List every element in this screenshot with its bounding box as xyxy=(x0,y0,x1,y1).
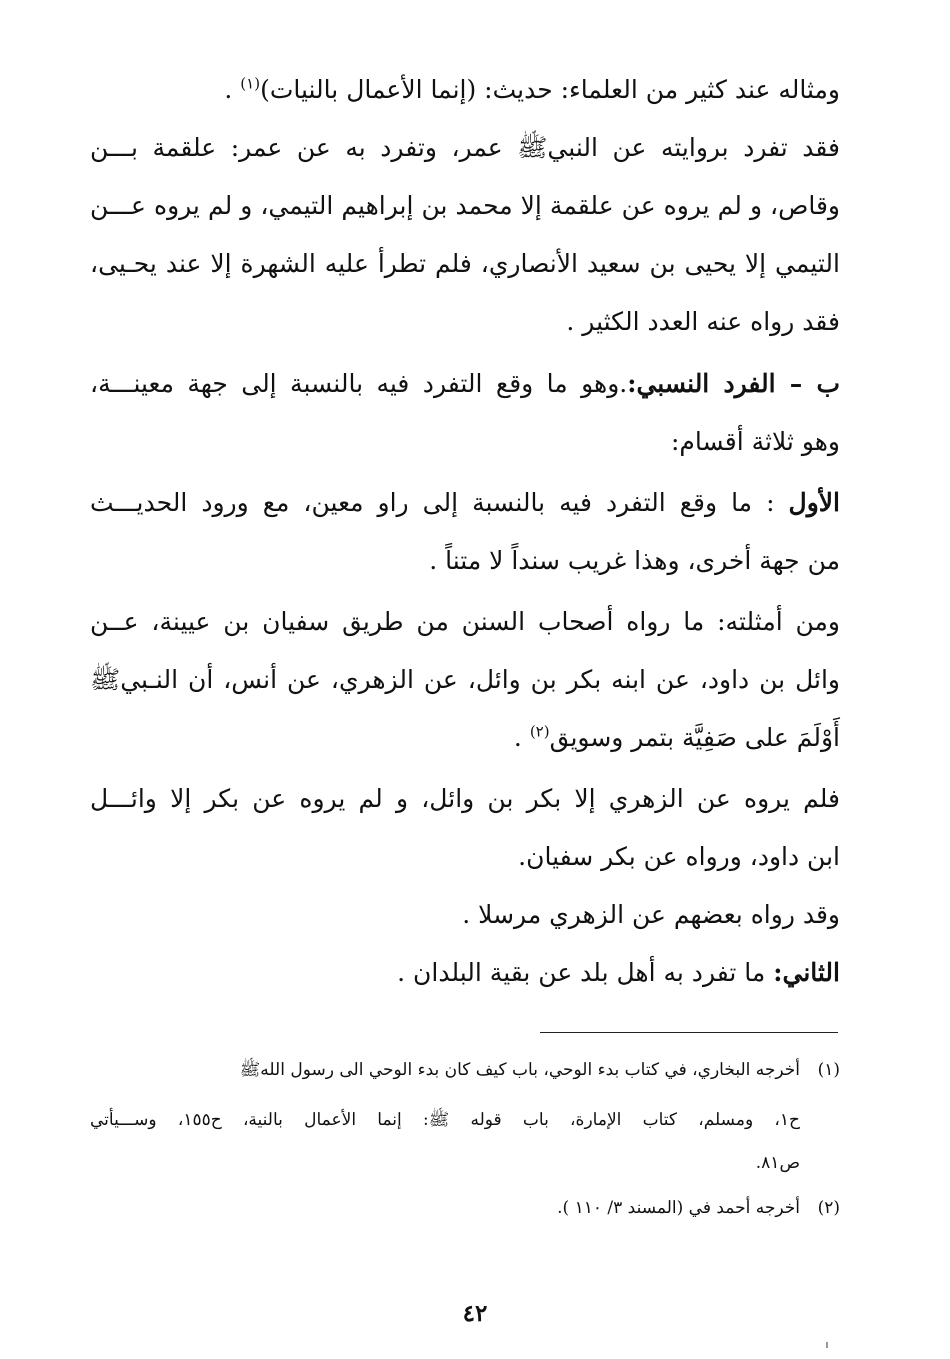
scan-mark xyxy=(826,1342,828,1348)
footnote-text: أخرجه أحمد في (المسند ٣/ ١١٠ ). xyxy=(557,1198,800,1218)
footnote-ref-1[interactable]: (١) xyxy=(240,74,261,93)
line-tail: . xyxy=(224,75,241,104)
paragraph-line-15: وقد رواه بعضهم عن الزهري مرسلا . xyxy=(462,900,840,929)
paragraph-line-3: وقاص، و لم يروه عن علقمة إلا محمد بن إبراهيم التيمي، و لم يروه عـــن xyxy=(90,191,840,220)
paragraph-line-11: وائل بن داود، عن ابنه بكر بن وائل، عن الزهري، عن أنس، أن النـبيﷺ xyxy=(90,665,840,694)
line-tail: . xyxy=(513,723,530,752)
footnote-1-line-2: ح١، ومسلم، كتاب الإمارة، باب قوله ﷺ: إنما الأعمال بالنية، ح١٥٥، وســـيأتي xyxy=(90,1110,800,1130)
paragraph-line-1 xyxy=(90,70,840,110)
footnote-1 xyxy=(90,1055,840,1085)
line-text: : ما وقع التفرد فيه بالنسبة إلى راو معين، مع ورود الحديـــث xyxy=(90,488,789,517)
line-text: ومثاله عند كثير من العلماء: حديث: (إنما الأعمال بالنيات) xyxy=(260,75,840,104)
footnote-2 xyxy=(90,1193,840,1223)
footnote-ref-2[interactable]: (٢) xyxy=(529,722,550,741)
paragraph-line-9: من جهة أخرى، وهذا غريب سنداً لا متناً . xyxy=(429,546,840,575)
section-heading: ب – الفرد النسبي: xyxy=(627,369,840,398)
subsection-heading: الأول xyxy=(788,488,840,517)
paragraph-line-4: التيمي إلا يحيى بن سعيد الأنصاري، فلم تطرأ عليه الشهرة إلا عند يحـيى، xyxy=(90,249,840,278)
paragraph-line-13: فلم يروه عن الزهري إلا بكر بن وائل، و لم يروه عن بكر إلا وائـــل xyxy=(90,784,840,813)
paragraph-line-2: فقد تفرد بروايته عن النبيﷺ عمر، وتفرد به عن عمر: علقمة بـــن xyxy=(90,133,840,162)
subsection-heading: الثاني: xyxy=(773,958,840,987)
section-line-second xyxy=(90,953,840,993)
footnote-1-line-3: ص٨١. xyxy=(755,1153,800,1173)
paragraph-line-5: فقد رواه عنه العدد الكثير . xyxy=(566,307,840,336)
paragraph-line-12 xyxy=(90,718,840,758)
paragraph-line-7: وهو ثلاثة أقسام: xyxy=(670,427,840,456)
footnote-number: (١) xyxy=(817,1060,840,1080)
section-line-fard-nisbi xyxy=(90,364,840,404)
line-text: أَوْلَمَ على صَفِيَّة بتمر وسويق xyxy=(549,723,840,752)
footnote-text: أخرجه البخاري، في كتاب بدء الوحي، باب كيف كان بدء الوحي الى رسول اللهﷺ xyxy=(239,1060,800,1080)
line-text: ما تفرد به أهل بلد عن بقية البلدان . xyxy=(397,958,774,987)
footnote-separator xyxy=(540,1032,838,1033)
page-number: ٤٢ xyxy=(462,1300,488,1327)
paragraph-line-14: ابن داود، ورواه عن بكر سفيان. xyxy=(518,842,840,871)
line-text: .وهو ما وقع التفرد فيه بالنسبة إلى جهة معينـــة، xyxy=(90,369,628,398)
footnote-number: (٢) xyxy=(817,1198,840,1218)
section-line-first xyxy=(90,483,840,523)
paragraph-line-10: ومن أمثلته: ما رواه أصحاب السنن من طريق سفيان بن عيينة، عــن xyxy=(90,607,840,636)
